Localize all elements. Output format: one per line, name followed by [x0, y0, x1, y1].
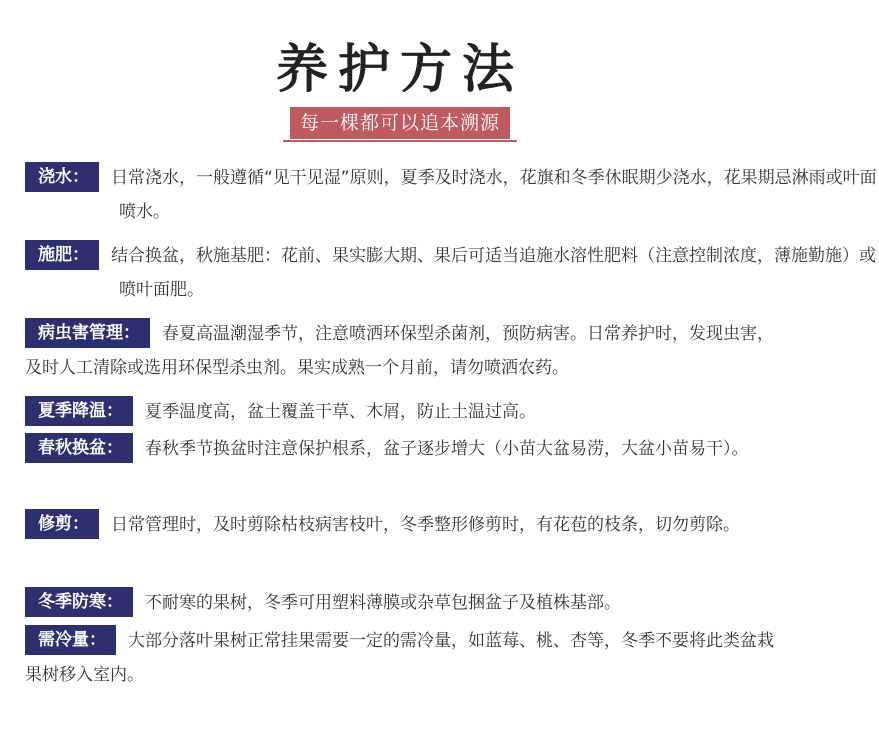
section-pruning — [25, 508, 785, 542]
section-text-summer-cooling: 夏季温度高，盆土覆盖干草、木屑，防止土温过高。 — [145, 402, 536, 422]
section-label-fertilizing: 施肥： — [25, 240, 99, 270]
section-pest-control — [25, 317, 785, 385]
section-watering — [25, 161, 879, 229]
section-text-pest-control: 春夏高温潮湿季节，注意喷洒环保型杀菌剂，预防病害。日常养护时，发现虫害，及时人工清除或选用环保型杀虫剂。果实成熟一个月前，请勿喷洒农药。 — [25, 324, 774, 378]
subtitle-banner — [0, 107, 800, 139]
section-label-watering: 浇水： — [25, 162, 99, 192]
subtitle-underline — [283, 140, 517, 142]
section-fertilizing — [25, 239, 879, 307]
section-label-summer-cooling: 夏季降温： — [25, 396, 133, 426]
subtitle-text: 每一棵都可以追本溯源 — [290, 107, 510, 139]
page-title: 养护方法 — [275, 40, 524, 100]
section-text-pruning: 日常管理时，及时剪除枯枝病害枝叶，冬季整形修剪时，有花苞的枝条，切勿剪除。 — [111, 515, 740, 535]
section-summer-cooling — [25, 395, 785, 429]
section-label-chill-requirement: 需冷量： — [25, 625, 116, 655]
section-winter-protection — [25, 586, 785, 620]
section-label-pruning: 修剪： — [25, 509, 99, 539]
section-text-fertilizing: 结合换盆，秋施基肥：花前、果实膨大期、果后可适当追施水溶性肥料（注意控制浓度，薄施勤施）或喷叶面肥。 — [111, 246, 876, 300]
section-repotting — [25, 432, 785, 466]
section-text-repotting: 春秋季节换盆时注意保护根系，盆子逐步增大（小苗大盆易涝，大盆小苗易干）。 — [145, 439, 749, 459]
section-text-chill-requirement: 大部分落叶果树正常挂果需要一定的需冷量，如蓝莓、桃、杏等，冬季不要将此类盆栽果树移入室内。 — [25, 631, 774, 685]
section-label-pest-control: 病虫害管理： — [25, 318, 150, 348]
section-label-repotting: 春秋换盆： — [25, 433, 133, 463]
section-text-winter-protection: 不耐寒的果树，冬季可用塑料薄膜或杂草包捆盆子及植株基部。 — [145, 593, 621, 613]
section-text-watering: 日常浇水，一般遵循“见干见湿”原则，夏季及时浇水，花旗和冬季休眠期少浇水，花果期忌淋雨或叶面喷水。 — [111, 168, 877, 222]
section-chill-requirement — [25, 624, 785, 692]
section-label-winter-protection: 冬季防寒： — [25, 587, 133, 617]
